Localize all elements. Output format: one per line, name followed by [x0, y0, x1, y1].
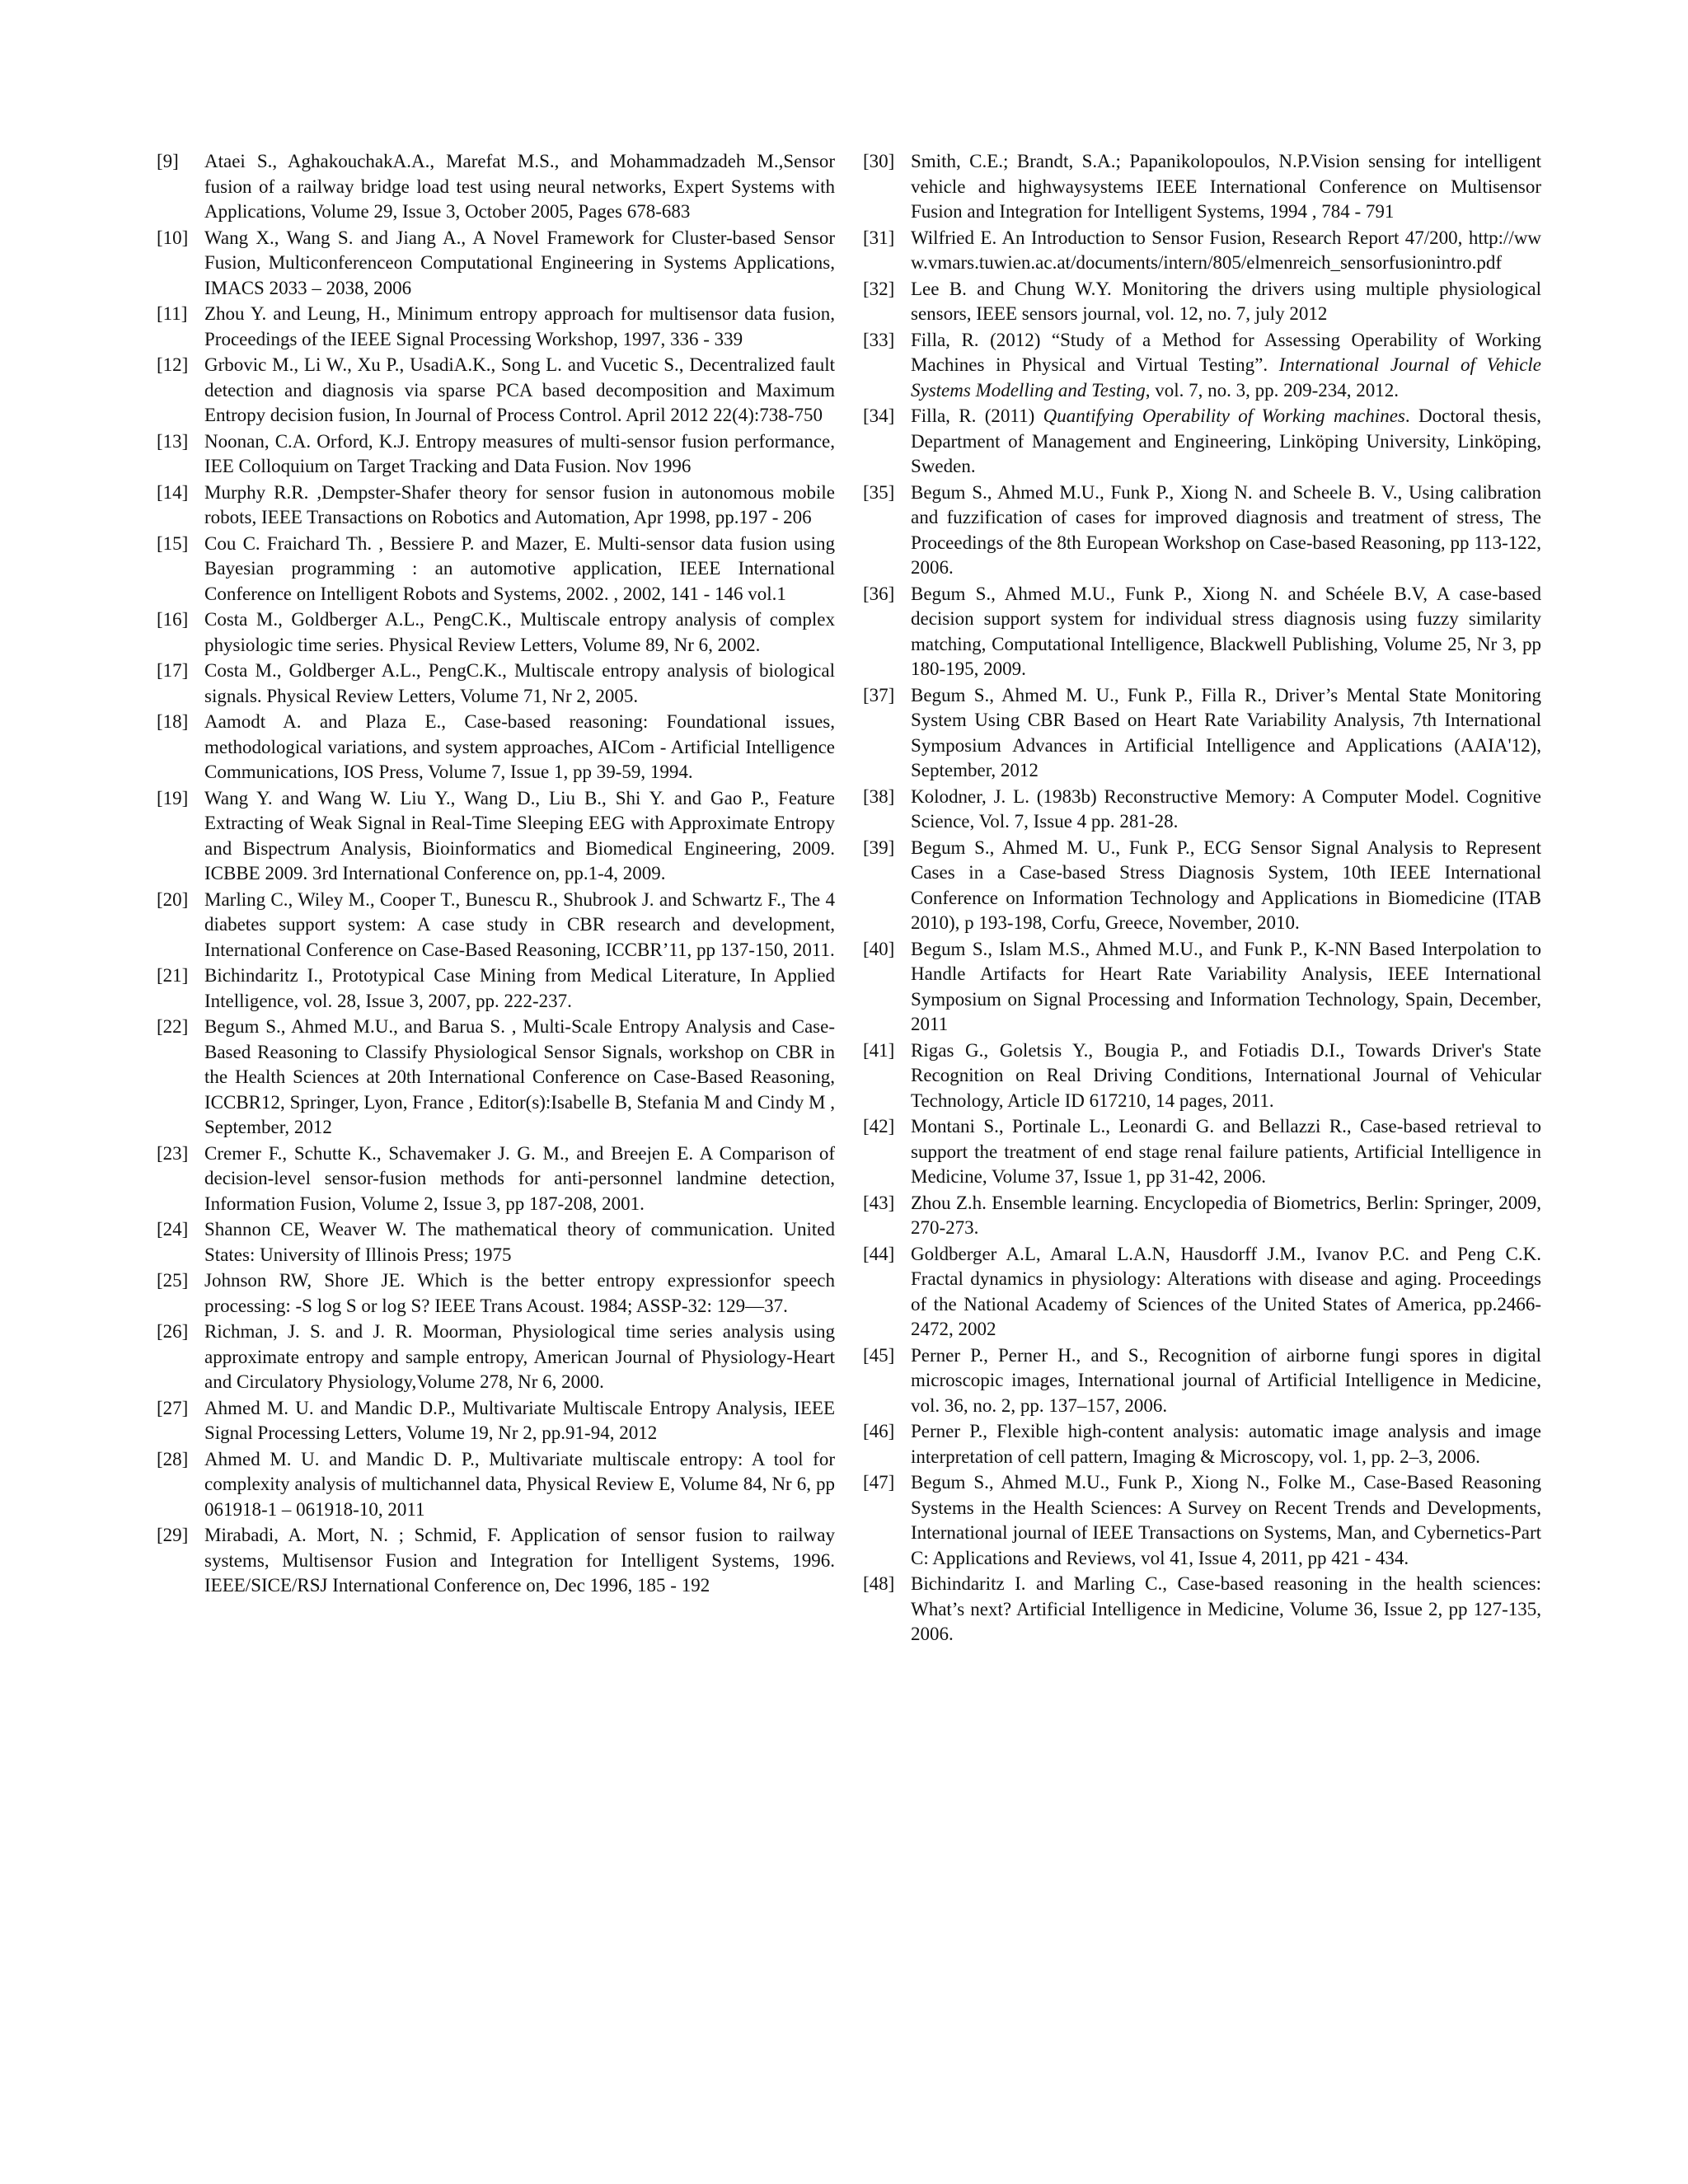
reference-item	[863, 836, 1541, 936]
reference-item	[863, 683, 1541, 784]
references-column-left	[157, 149, 835, 1600]
reference-number: [18]	[157, 711, 189, 732]
reference-number: [45]	[863, 1344, 895, 1366]
reference-item	[863, 1191, 1541, 1241]
reference-number: [37]	[863, 684, 895, 705]
reference-item	[157, 963, 835, 1014]
reference-number: [29]	[157, 1525, 189, 1545]
reference-number: [15]	[157, 532, 189, 554]
reference-text-part: Filla, R. (2011)	[911, 405, 1043, 426]
reference-number: [22]	[157, 1016, 189, 1037]
reference-item	[863, 404, 1541, 480]
reference-number: [33]	[863, 329, 895, 350]
reference-item	[863, 1242, 1541, 1343]
reference-number: [34]	[863, 405, 895, 426]
reference-text: Cremer F., Schutte K., Schavemaker J. G. M., and Breejen E. A Comparison of decision-level sensor-fusion methods for anti-personnel landmine detection, Information Fusion, Volume 2, Issue 3, pp 187-208, 2001.	[204, 1142, 835, 1214]
reference-number: [21]	[157, 965, 189, 986]
reference-text: Begum S., Ahmed M. U., Funk P., Filla R., Driver’s Mental State Monitoring System Using CBR Based on Heart Rate Variability Analysis, 7th International Symposium Advances in Artificial Intelligence and Applications (AAIA'12), September, 2012	[911, 684, 1541, 780]
reference-text: Wilfried E. An Introduction to Sensor Fusion, Research Report 47/200, http://www.vmars.tuwien.ac.at/documents/intern/805/elmenreich_sensorfusionintro.pdf	[911, 227, 1541, 273]
reference-item	[157, 226, 835, 302]
reference-number: [11]	[157, 303, 188, 324]
reference-text: Begum S., Ahmed M.U., Funk P., Xiong N., Folke M., Case-Based Reasoning Systems in the Health Sciences: A Survey on Recent Trends and Developments, International journal of IEEE Transactions on Systems, Man, and Cybernetics-Part C: Applications and Reviews, vol 41, Issue 4, 2011, pp 421 - 434.	[911, 1472, 1541, 1568]
reference-number: [27]	[157, 1397, 189, 1418]
reference-number: [36]	[863, 583, 895, 604]
reference-text: Bichindaritz I., Prototypical Case Mining from Medical Literature, In Applied Intelligence, vol. 28, Issue 3, 2007, pp. 222-237.	[204, 965, 835, 1011]
reference-number: [19]	[157, 787, 189, 808]
reference-text: Zhou Z.h. Ensemble learning. Encyclopedia of Biometrics, Berlin: Springer, 2009, 270-273.	[911, 1192, 1541, 1238]
reference-number: [25]	[157, 1270, 189, 1291]
reference-item	[863, 277, 1541, 327]
reference-number: [48]	[863, 1573, 895, 1594]
reference-italic-title: International Journal of Vehicle Systems Modelling and Testing	[911, 354, 1542, 401]
reference-item	[863, 480, 1541, 581]
reference-number: [17]	[157, 660, 189, 681]
reference-text: Richman, J. S. and J. R. Moorman, Physiological time series analysis using approximate entropy and sample entropy, American Journal of Physiology-Heart and Circulatory Physiology,Volume 278, Nr 6, 2000.	[204, 1321, 835, 1392]
reference-number: [38]	[863, 785, 895, 807]
reference-text: Ahmed M. U. and Mandic D.P., Multivariate Multiscale Entropy Analysis, IEEE Signal Processing Letters, Volume 19, Nr 2, pp.91-94, 2012	[204, 1397, 835, 1443]
reference-item	[157, 786, 835, 887]
reference-item	[157, 1319, 835, 1395]
reference-number: [42]	[863, 1116, 895, 1137]
reference-item	[863, 226, 1541, 276]
reference-item	[157, 1217, 835, 1268]
reference-text: Ataei S., AghakouchakA.A., Marefat M.S., and Mohammadzadeh M.,Sensor fusion of a railway bridge load test using neural networks, Expert Systems with Applications, Volume 29, Issue 3, October 2005, Pages 678-683	[204, 151, 835, 222]
reference-text: Smith, C.E.; Brandt, S.A.; Papanikolopoulos, N.P.Vision sensing for intelligent vehicle and highwaysystems IEEE International Conference on Multisensor Fusion and Integration for Intelligent Systems, 1994 , 784 - 791	[911, 151, 1541, 222]
reference-number: [26]	[157, 1321, 189, 1342]
reference-text: Marling C., Wiley M., Cooper T., Bunescu R., Shubrook J. and Schwartz F., The 4 diabetes support system: A case study in CBR research and development, International Conference on Case-Based Reasoning, ICCBR’11, pp 137-150, 2011.	[204, 888, 835, 960]
reference-item	[157, 607, 835, 658]
reference-number: [23]	[157, 1142, 189, 1164]
reference-text: Begum S., Ahmed M.U., Funk P., Xiong N. and Schéele B.V, A case-based decision support system for individual stress diagnosis using fuzzy similarity matching, Computational Intelligence, Blackwell Publishing, Volume 25, Nr 3, pp 180-195, 2009.	[911, 583, 1541, 679]
reference-text	[911, 328, 1541, 404]
reference-text: Begum S., Ahmed M.U., and Barua S. , Multi-Scale Entropy Analysis and Case-Based Reasoning to Classify Physiological Sensor Signals, workshop on CBR in the Health Sciences at 20th International Conference on Case-Based Reasoning, ICCBR12, Springer, Lyon, France , Editor(s):Isabelle B, Stefania M and Cindy M , September, 2012	[204, 1016, 835, 1137]
reference-number: [35]	[863, 481, 895, 503]
reference-number: [44]	[863, 1243, 895, 1264]
reference-item	[157, 1268, 835, 1319]
reference-item	[157, 429, 835, 480]
reference-item	[863, 1419, 1541, 1469]
reference-item	[157, 1447, 835, 1523]
reference-item	[863, 149, 1541, 225]
reference-item	[863, 1572, 1541, 1647]
reference-number: [12]	[157, 354, 189, 375]
reference-text: Montani S., Portinale L., Leonardi G. and Bellazzi R., Case-based retrieval to support the treatment of end stage renal failure patients, Artificial Intelligence in Medicine, Volume 37, Issue 1, pp 31-42, 2006.	[911, 1116, 1541, 1187]
reference-text: Perner P., Flexible high-content analysis: automatic image analysis and image interpretation of cell pattern, Imaging & Microscopy, vol. 1, pp. 2–3, 2006.	[911, 1421, 1541, 1467]
reference-number: [41]	[863, 1039, 895, 1061]
reference-italic-title: Quantifying Operability of Working machines	[1043, 405, 1405, 426]
reference-text: Noonan, C.A. Orford, K.J. Entropy measures of multi-sensor fusion performance, IEE Colloquium on Target Tracking and Data Fusion. Nov 1996	[204, 430, 835, 476]
reference-item	[157, 658, 835, 709]
reference-text: Costa M., Goldberger A.L., PengC.K., Multiscale entropy analysis of biological signals. Physical Review Letters, Volume 71, Nr 2, 2005.	[204, 660, 835, 706]
reference-item	[157, 1523, 835, 1599]
reference-item	[157, 302, 835, 352]
reference-text: Rigas G., Goletsis Y., Bougia P., and Fotiadis D.I., Towards Driver's State Recognition on Real Driving Conditions, International Journal of Vehicular Technology, Article ID 617210, 14 pages, 2011.	[911, 1039, 1541, 1111]
reference-item	[157, 1015, 835, 1141]
reference-item	[863, 1114, 1541, 1190]
reference-item	[157, 1141, 835, 1217]
reference-item	[863, 582, 1541, 682]
reference-number: [31]	[863, 227, 895, 248]
reference-number: [39]	[863, 837, 895, 858]
reference-text: Ahmed M. U. and Mandic D. P., Multivariate multiscale entropy: A tool for complexity analysis of multichannel data, Physical Review E, Volume 84, Nr 6, pp 061918-1 – 061918-10, 2011	[204, 1448, 835, 1520]
reference-number: [13]	[157, 430, 189, 452]
reference-text: Wang Y. and Wang W. Liu Y., Wang D., Liu B., Shi Y. and Gao P., Feature Extracting of Weak Signal in Real-Time Sleeping EEG with Approximate Entropy and Bispectrum Analysis, Bioinformatics and Biomedical Engineering, 2009. ICBBE 2009. 3rd International Conference on, pp.1-4, 2009.	[204, 787, 835, 883]
reference-number: [16]	[157, 609, 189, 630]
reference-number: [20]	[157, 888, 189, 910]
reference-item	[863, 937, 1541, 1038]
reference-text: Cou C. Fraichard Th. , Bessiere P. and Mazer, E. Multi-sensor data fusion using Bayesian programming : an automotive application, IEEE International Conference on Intelligent Robots and Systems, 2002. , 2002, 141 - 146 vol.1	[204, 532, 835, 604]
reference-text: Bichindaritz I. and Marling C., Case-based reasoning in the health sciences: What’s next? Artificial Intelligence in Medicine, Volume 36, Issue 2, pp 127-135, 2006.	[911, 1573, 1541, 1644]
reference-text: Perner P., Perner H., and S., Recognition of airborne fungi spores in digital microscopic images, International journal of Artificial Intelligence in Medicine, vol. 36, no. 2, pp. 137–157, 2006.	[911, 1344, 1541, 1416]
reference-text: Goldberger A.L, Amaral L.A.N, Hausdorff J.M., Ivanov P.C. and Peng C.K. Fractal dynamics in physiology: Alterations with disease and aging. Proceedings of the National Academy of Sciences of the United States of America, pp.2466-2472, 2002	[911, 1243, 1541, 1339]
reference-text	[911, 404, 1541, 480]
reference-item	[157, 710, 835, 785]
reference-number: [47]	[863, 1472, 895, 1493]
reference-text: Mirabadi, A. Mort, N. ; Schmid, F. Application of sensor fusion to railway systems, Multisensor Fusion and Integration for Intelligent Systems, 1996. IEEE/SICE/RSJ International Conference on, Dec 1996, 185 - 192	[204, 1525, 835, 1596]
reference-text: Lee B. and Chung W.Y. Monitoring the drivers using multiple physiological sensors, IEEE sensors journal, vol. 12, no. 7, july 2012	[911, 278, 1541, 324]
reference-text: Kolodner, J. L. (1983b) Reconstructive Memory: A Computer Model. Cognitive Science, Vol. 7, Issue 4 pp. 281-28.	[911, 785, 1541, 832]
reference-number: [9]	[157, 151, 179, 171]
reference-item	[863, 328, 1541, 404]
reference-item	[157, 480, 835, 531]
reference-number: [32]	[863, 278, 895, 299]
reference-text-part: Filla, R. (2012) “Study of a Method for Assessing Operability of Working Machines in Physical and Virtual Testing”.	[911, 329, 1541, 375]
reference-text: Grbovic M., Li W., Xu P., UsadiA.K., Song L. and Vucetic S., Decentralized fault detection and diagnosis via sparse PCA based decomposition and Maximum Entropy decision fusion, In Journal of Process Control. April 2012 22(4):738-750	[204, 354, 835, 425]
reference-text: Wang X., Wang S. and Jiang A., A Novel Framework for Cluster-based Sensor Fusion, Multiconferenceon Computational Engineering in Systems Applications, IMACS 2033 – 2038, 2006	[204, 227, 835, 298]
reference-item	[863, 1343, 1541, 1419]
reference-number: [10]	[157, 227, 189, 248]
reference-number: [43]	[863, 1192, 895, 1213]
reference-number: [24]	[157, 1219, 189, 1240]
reference-text: Begum S., Ahmed M. U., Funk P., ECG Sensor Signal Analysis to Represent Cases in a Case-based Stress Diagnosis System, 10th IEEE International Conference on Information Technology and Applications in Biomedicine (ITAB 2010), p 193-198, Corfu, Greece, November, 2010.	[911, 837, 1541, 933]
reference-number: [30]	[863, 151, 895, 171]
reference-text: Shannon CE, Weaver W. The mathematical theory of communication. United States: University of Illinois Press; 1975	[204, 1219, 835, 1265]
reference-text: Aamodt A. and Plaza E., Case-based reasoning: Foundational issues, methodological variations, and system approaches, AICom - Artificial Intelligence Communications, IOS Press, Volume 7, Issue 1, pp 39-59, 1994.	[204, 711, 835, 782]
reference-item	[157, 888, 835, 963]
reference-text: Begum S., Ahmed M.U., Funk P., Xiong N. and Scheele B. V., Using calibration and fuzzification of cases for improved diagnosis and treatment of stress, The Proceedings of the 8th European Workshop on Case-based Reasoning, pp 113-122, 2006.	[911, 481, 1541, 578]
reference-item	[863, 785, 1541, 835]
reference-text: Murphy R.R. ,Dempster-Shafer theory for sensor fusion in autonomous mobile robots, IEEE Transactions on Robotics and Automation, Apr 1998, pp.197 - 206	[204, 481, 835, 527]
reference-item	[863, 1470, 1541, 1571]
reference-item	[157, 1396, 835, 1446]
reference-text: Zhou Y. and Leung, H., Minimum entropy approach for multisensor data fusion, Proceedings of the IEEE Signal Processing Workshop, 1997, 336 - 339	[204, 303, 835, 349]
references-column-right	[863, 149, 1541, 1648]
reference-item	[157, 532, 835, 607]
reference-text-part: , vol. 7, no. 3, pp. 209-234, 2012.	[1145, 379, 1400, 401]
reference-number: [40]	[863, 938, 895, 959]
reference-number: [28]	[157, 1448, 189, 1469]
reference-text: Johnson RW, Shore JE. Which is the better entropy expressionfor speech processing: -S log S or log S? IEEE Trans Acoust. 1984; ASSP-32: 129—37.	[204, 1270, 835, 1316]
reference-number: [46]	[863, 1421, 895, 1441]
reference-text: Begum S., Islam M.S., Ahmed M.U., and Funk P., K-NN Based Interpolation to Handle Artifacts for Heart Rate Variability Analysis, IEEE International Symposium on Signal Processing and Information Technology, Spain, December, 2011	[911, 938, 1541, 1034]
reference-item	[157, 353, 835, 429]
reference-item	[863, 1038, 1541, 1114]
reference-number: [14]	[157, 481, 189, 503]
reference-item	[157, 149, 835, 225]
reference-text-part: . Doctoral thesis, Department of Management and Engineering, Linköping University, Linköping, Sweden.	[911, 405, 1541, 476]
reference-text: Costa M., Goldberger A.L., PengC.K., Multiscale entropy analysis of complex physiologic time series. Physical Review Letters, Volume 89, Nr 6, 2002.	[204, 609, 835, 655]
